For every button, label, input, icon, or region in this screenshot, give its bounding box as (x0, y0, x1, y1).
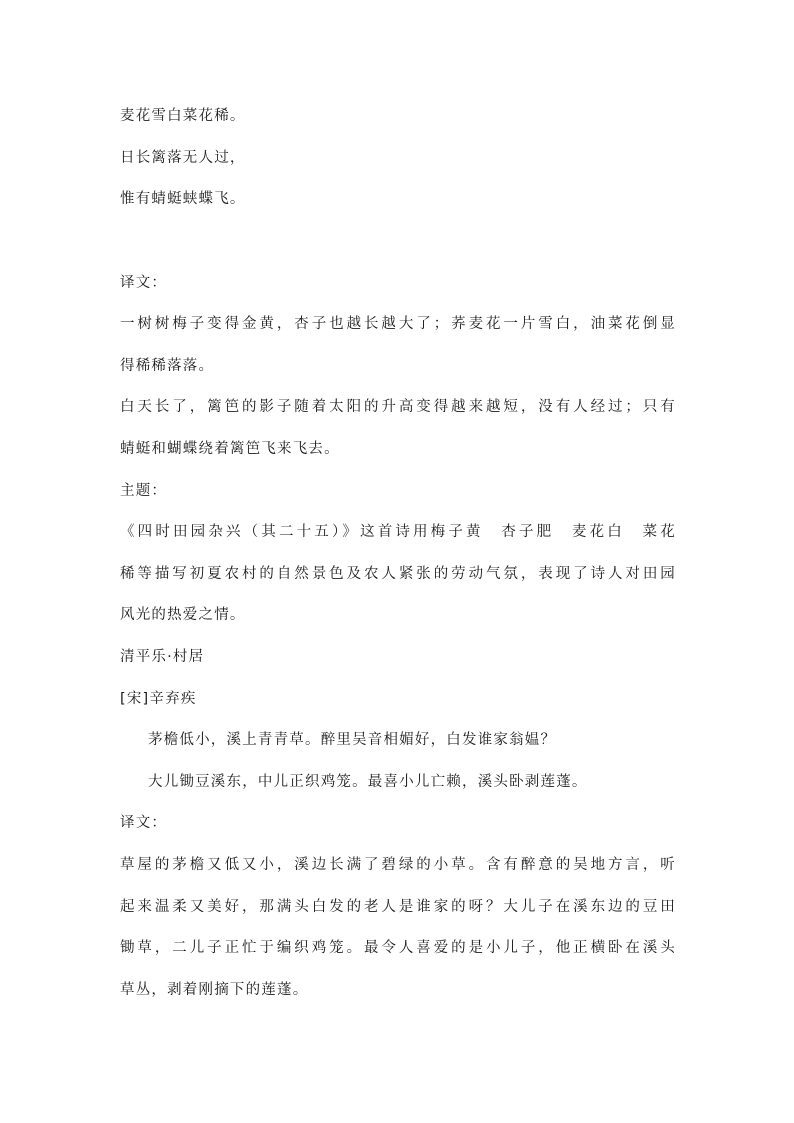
theme-line: 风光的热爱之情。 (120, 607, 246, 623)
poem-title: 清平乐·村居 (120, 649, 205, 665)
theme-line: 稀等描写初夏农村的自然景色及农人紧张的劳动气氛，表现了诗人对田园 (120, 566, 676, 582)
translation-label: 译文： (120, 275, 168, 291)
poem-line: 惟有蜻蜓蛱蝶飞。 (120, 191, 246, 207)
theme-label: 主题： (120, 483, 168, 499)
translation-line: 锄草，二儿子正忙于编织鸡笼。最令人喜爱的是小儿子，他正横卧在溪头 (120, 940, 676, 956)
poem-line: 大儿锄豆溪东，中儿正织鸡笼。最喜小儿亡赖，溪头卧剥莲蓬。 (148, 774, 588, 790)
poem-author: [宋]辛弃疾 (120, 691, 197, 707)
poem-line: 日长篱落无人过， (120, 150, 246, 166)
translation-line: 草丛，剥着刚摘下的莲蓬。 (120, 982, 309, 998)
theme-line: 《四时田园杂兴（其二十五）》这首诗用梅子黄 杏子肥 麦花白 菜花 (120, 524, 676, 540)
poem-line: 麦花雪白菜花稀。 (120, 108, 246, 124)
translation-line: 一树树梅子变得金黄，杏子也越长越大了；荞麦花一片雪白，油菜花倒显 (120, 316, 676, 332)
translation-line: 蜻蜓和蝴蝶绕着篱笆飞来飞去。 (120, 441, 340, 457)
translation-line: 得稀稀落落。 (120, 358, 215, 374)
translation-label: 译文： (120, 815, 168, 831)
poem-line: 茅檐低小，溪上青青草。醉里吴音相媚好，白发谁家翁媪？ (148, 732, 557, 748)
translation-line: 白天长了，篱笆的影子随着太阳的升高变得越来越短，没有人经过；只有 (120, 399, 676, 415)
translation-line: 起来温柔又美好，那满头白发的老人是谁家的呀？大儿子在溪东边的豆田 (120, 899, 676, 915)
translation-line: 草屋的茅檐又低又小，溪边长满了碧绿的小草。含有醉意的吴地方言，听 (120, 857, 676, 873)
